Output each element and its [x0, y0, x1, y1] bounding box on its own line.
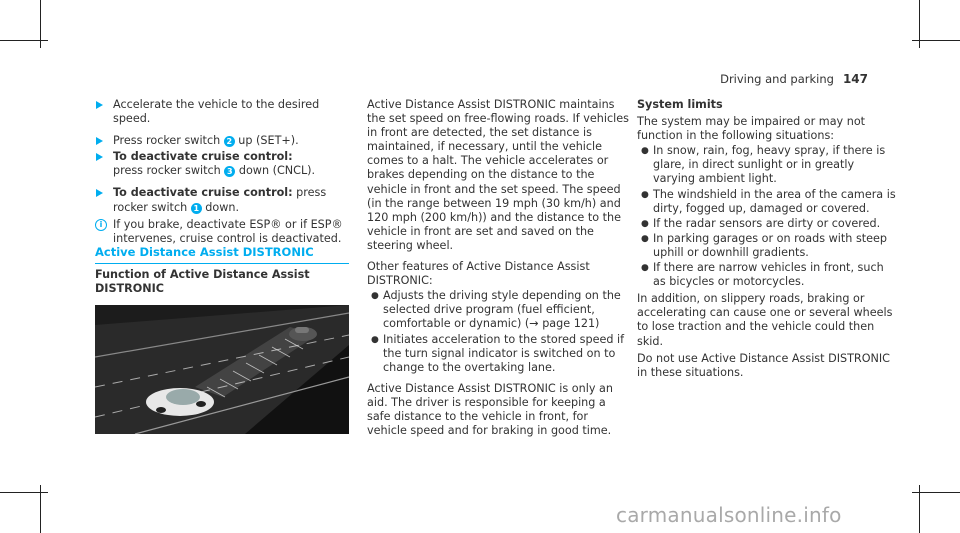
crop-mark: [0, 40, 48, 41]
crop-mark: [912, 40, 960, 41]
distronic-illustration: [95, 305, 349, 434]
list-item-text: If the radar sensors are dirty or covered.: [653, 216, 881, 230]
paragraph: The system may be impaired or may not function in the following situations:: [637, 115, 866, 143]
bullet-dot: ●: [371, 291, 379, 302]
watermark: carmanualsonline.info: [616, 503, 842, 527]
list-item: [637, 232, 899, 260]
triangle-arrow-icon: [96, 137, 103, 145]
list-item: [637, 261, 899, 289]
bullet-dot: ●: [641, 218, 649, 229]
step-item: [95, 98, 355, 126]
bullet-dot: ●: [641, 189, 649, 200]
list-item: [367, 333, 629, 375]
subheading: Function of Active Distance Assist DISTRONIC: [95, 268, 310, 296]
column-2: [367, 98, 629, 438]
info-icon: i: [95, 219, 107, 231]
column-1: [95, 98, 355, 246]
page-number: 147: [842, 72, 868, 86]
bullet-dot: ●: [641, 263, 649, 274]
number-badge: 3: [224, 166, 235, 177]
list-item-text: In snow, rain, fog, heavy spray, if there is glare, in direct sunlight or in greatly varying ambient light.: [653, 144, 886, 186]
paragraph: Active Distance Assist DISTRONIC is only an aid. The driver is responsible for keeping a safe distance to the vehicle in front, for vehicle speed and for braking in good time.: [367, 381, 613, 438]
list-item-text: Adjusts the driving style depending on the selected drive program (fuel efficient, comfortable or dynamic) (→ page 121): [383, 289, 621, 331]
step-text: up (SET+).: [234, 134, 299, 148]
step-item: [95, 134, 355, 148]
column-3: [637, 98, 899, 380]
paragraph: Other features of Active Distance Assist DISTRONIC:: [367, 260, 590, 288]
info-note: [95, 218, 355, 246]
step-title: To deactivate cruise control:: [113, 186, 293, 200]
step-title: To deactivate cruise control:: [113, 150, 293, 164]
bullet-dot: ●: [641, 146, 649, 157]
list-item: [637, 188, 899, 216]
list-item-text: In parking garages or on roads with steep uphill or downhill gradients.: [653, 231, 888, 259]
triangle-arrow-icon: [96, 101, 103, 109]
triangle-arrow-icon: [96, 153, 103, 161]
paragraph: In addition, on slippery roads, braking or accelerating can cause one or several wheels to lose traction and the vehicle could then skid.: [637, 292, 893, 348]
bullet-dot: ●: [641, 233, 649, 244]
note-text: If you brake, deactivate ESP® or if ESP® intervenes, cruise control is deactivated.: [113, 217, 343, 245]
triangle-arrow-icon: [96, 189, 103, 197]
step-text: down (CNCL).: [235, 164, 316, 178]
bullet-dot: ●: [371, 334, 379, 345]
step-item: [95, 150, 355, 178]
step-text: down.: [201, 200, 240, 214]
crop-mark: [912, 492, 960, 493]
road-illustration: [95, 305, 349, 434]
step-item: [95, 186, 355, 214]
column-heading: System limits: [637, 98, 723, 111]
list-item: [637, 144, 899, 186]
list-item: [367, 289, 629, 331]
step-text: press rocker switch: [113, 164, 225, 178]
list-item-text: If there are narrow vehicles in front, such as bicycles or motorcycles.: [653, 261, 884, 289]
step-text: Press rocker switch: [113, 134, 224, 148]
section-heading: Active Distance Assist DISTRONIC: [95, 245, 349, 264]
list-item: [637, 217, 899, 231]
paragraph: Active Distance Assist DISTRONIC maintains the set speed on free-flowing roads. If vehicles in front are detected, the set distance is maintained, if necessary, until the vehicle comes to a halt. The vehicle accelerates or brakes depending on the distance to the vehicle in front and the set speed. The speed (in the range between 19 mph (30 km/h) and 120 mph (200 km/h)) and the distance to the vehicle in front are set and saved on the steering wheel.: [367, 98, 629, 252]
list-item-text: Initiates acceleration to the stored speed if the turn signal indicator is switched on to change to the overtaking lane.: [383, 332, 625, 374]
step-text: Accelerate the vehicle to the desired speed.: [113, 98, 320, 126]
page-header: [720, 72, 868, 86]
crop-mark: [0, 492, 48, 493]
list-item-text: The windshield in the area of the camera is dirty, fogged up, damaged or covered.: [653, 187, 896, 215]
paragraph: Do not use Active Distance Assist DISTRONIC in these situations.: [637, 351, 890, 379]
number-badge: 2: [224, 136, 235, 147]
step-text: press rocker switch: [113, 186, 327, 214]
number-badge: 1: [191, 203, 202, 214]
header-section: Driving and parking: [720, 72, 834, 86]
